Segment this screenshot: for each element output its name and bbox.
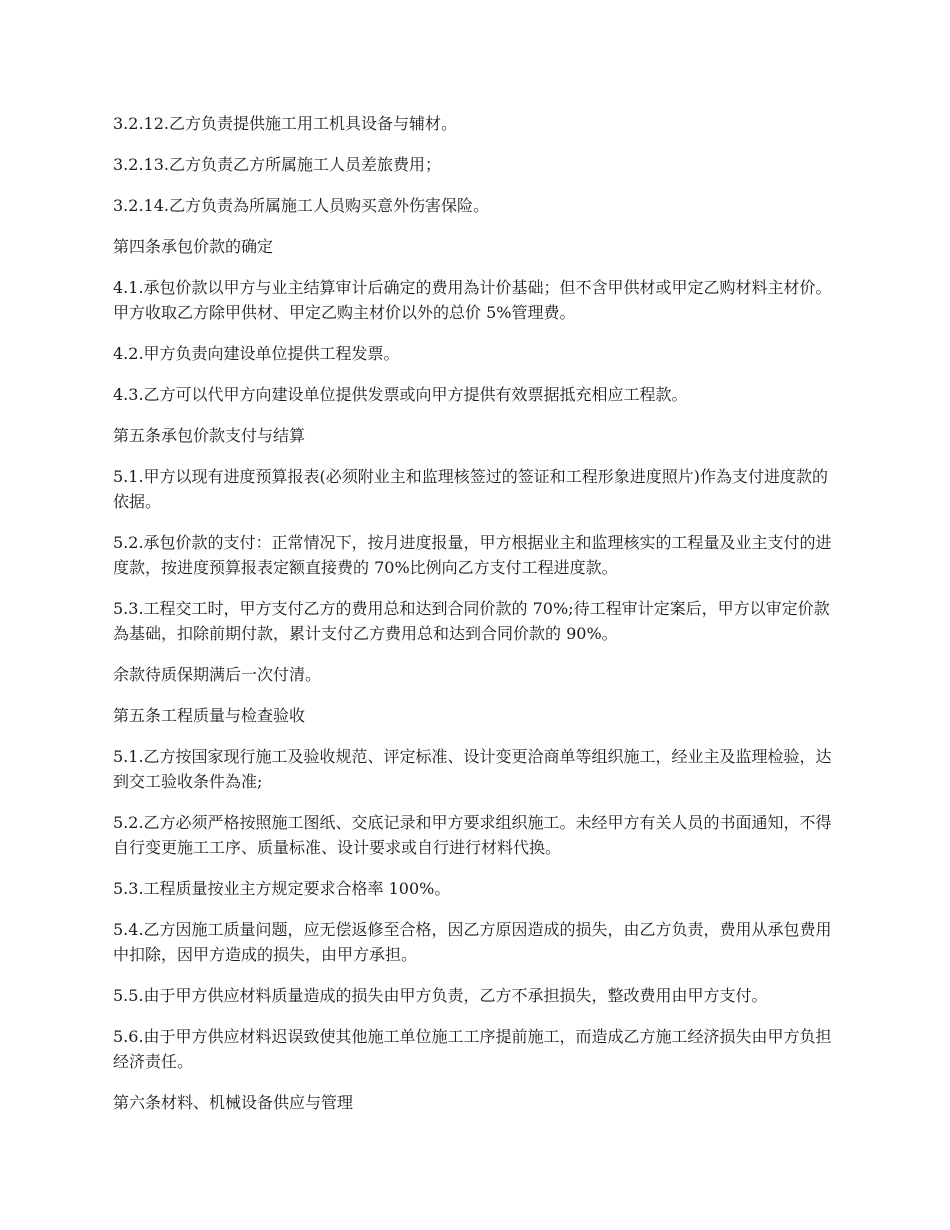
clause-5-6-quality: 5.6.由于甲方供应材料迟误致使其他施工单位施工工序提前施工，而造成乙方施工经济损失由甲方负担经济责任。 bbox=[113, 1027, 832, 1071]
clause-balance-payment: 余款待质保期满后一次付清。 bbox=[113, 665, 322, 684]
clause-3-2-13: 3.2.13.乙方负责乙方所属施工人员差旅费用； bbox=[113, 155, 441, 174]
clause-5-3-payment: 5.3.工程交工时，甲方支付乙方的费用总和达到合同价款的 70%;待工程审计定案后，甲方以审定价款為基础，扣除前期付款，累计支付乙方费用总和达到合同价款的 90%。 bbox=[113, 599, 830, 643]
clause-5-2-payment: 5.2.承包价款的支付：正常情况下，按月进度报量，甲方根据业主和监理核实的工程量及业主支付的进度款，按进度预算报表定额直接费的 70%比例向乙方支付工程进度款。 bbox=[113, 533, 832, 577]
clause-3-2-14: 3.2.14.乙方负责為所属施工人员购买意外伤害保险。 bbox=[113, 196, 489, 215]
section-heading-article-4: 第四条承包价款的确定 bbox=[113, 237, 274, 256]
clause-5-4-quality: 5.4.乙方因施工质量问题，应无偿返修至合格，因乙方原因造成的损失，由乙方负责，费用从承包费用中扣除，因甲方造成的损失，由甲方承担。 bbox=[113, 920, 832, 964]
clause-5-3-quality: 5.3.工程质量按业主方规定要求合格率 100%。 bbox=[113, 879, 451, 898]
document-body bbox=[113, 111, 835, 1131]
clause-4-1: 4.1.承包价款以甲方与业主结算审计后确定的费用為计价基础；但不含甲供材或甲定乙购材料主材价。甲方收取乙方除甲供材、甲定乙购主材价以外的总价 5%管理费。 bbox=[113, 278, 832, 322]
clause-5-5-quality: 5.5.由于甲方供应材料质量造成的损失由甲方负责，乙方不承担损失，整改费用由甲方支付。 bbox=[113, 986, 768, 1005]
section-heading-article-5-quality: 第五条工程质量与检查验收 bbox=[113, 706, 306, 725]
clause-5-1-quality: 5.1.乙方按国家现行施工及验收规范、评定标准、设计变更洽商单等组织施工，经业主及监理检验，达到交工验收条件為准; bbox=[113, 747, 832, 791]
clause-4-3: 4.3.乙方可以代甲方向建设单位提供发票或向甲方提供有效票据抵充相应工程款。 bbox=[113, 385, 688, 404]
clause-5-2-quality: 5.2.乙方必须严格按照施工图纸、交底记录和甲方要求组织施工。未经甲方有关人员的书面通知，不得自行变更施工工序、质量标准、设计要求或自行进行材料代换。 bbox=[113, 813, 832, 857]
section-heading-article-5-payment: 第五条承包价款支付与结算 bbox=[113, 426, 306, 445]
clause-5-1-payment: 5.1.甲方以现有进度预算报表(必须附业主和监理核签过的签证和工程形象进度照片)作為支付进度款的依据。 bbox=[113, 467, 829, 511]
clause-3-2-12: 3.2.12.乙方负责提供施工用工机具设备与辅材。 bbox=[113, 114, 457, 133]
section-heading-article-6: 第六条材料、机械设备供应与管理 bbox=[113, 1093, 354, 1112]
clause-4-2: 4.2.甲方负责向建设单位提供工程发票。 bbox=[113, 344, 400, 363]
